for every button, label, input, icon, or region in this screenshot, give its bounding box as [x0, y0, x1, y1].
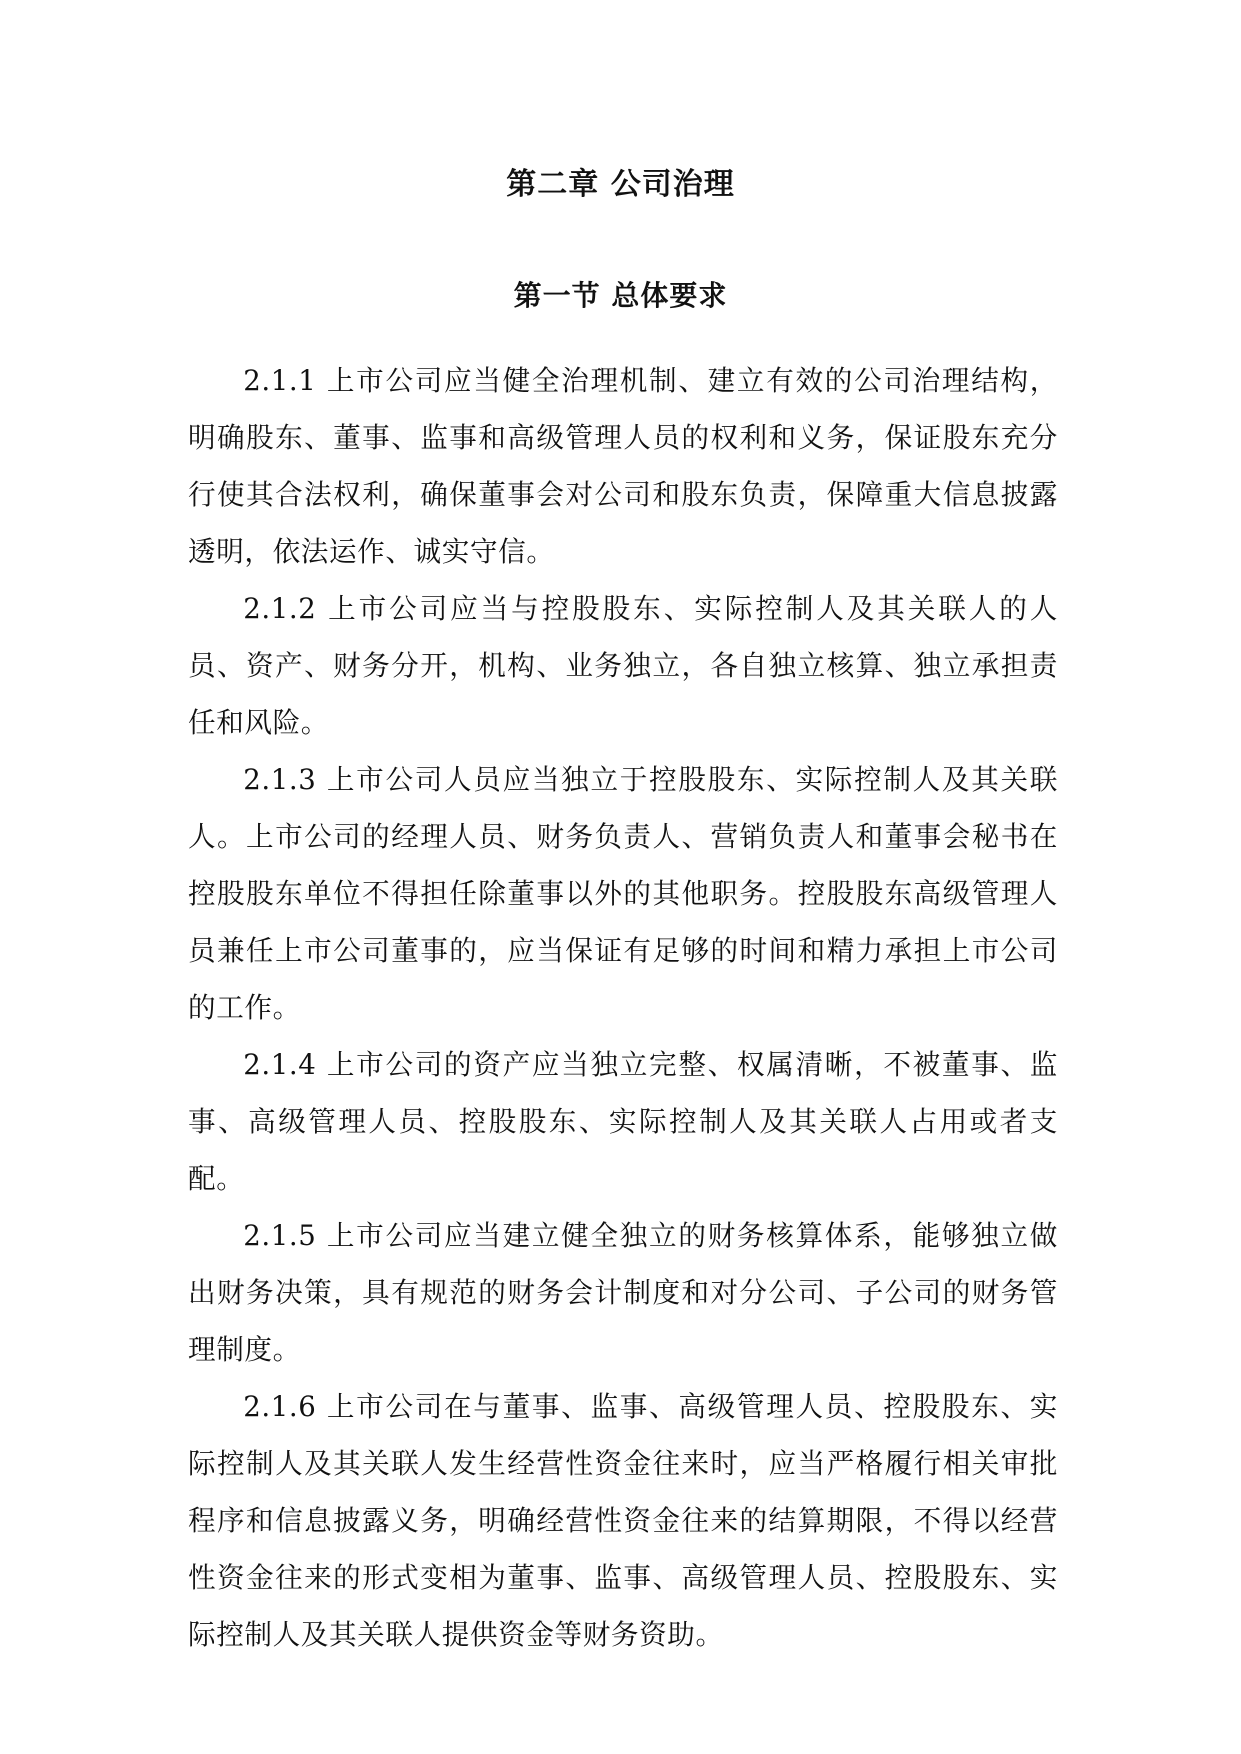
paragraph-2-1-6: 2.1.6 上市公司在与董事、监事、高级管理人员、控股股东、实际控制人及其关联人发生经营性资金往来时，应当严格履行相关审批程序和信息披露义务，明确经营性资金往来的结算期限，不得以经营性资金往来的形式变相为董事、监事、高级管理人员、控股股东、实际控制人及其关联人提供资金等财务资助。 [188, 1390, 1058, 1651]
paragraph-2-1-3: 2.1.3 上市公司人员应当独立于控股股东、实际控制人及其关联人。上市公司的经理人员、财务负责人、营销负责人和董事会秘书在控股股东单位不得担任除董事以外的其他职务。控股股东高级管理人员兼任上市公司董事的，应当保证有足够的时间和精力承担上市公司的工作。 [188, 763, 1058, 1024]
paragraph-2-1-1: 2.1.1 上市公司应当健全治理机制、建立有效的公司治理结构，明确股东、董事、监事和高级管理人员的权利和义务，保证股东充分行使其合法权利，确保董事会对公司和股东负责，保障重大信息披露透明，依法运作、诚实守信。 [188, 364, 1058, 568]
paragraph-2-1-4: 2.1.4 上市公司的资产应当独立完整、权属清晰，不被董事、监事、高级管理人员、控股股东、实际控制人及其关联人占用或者支配。 [188, 1048, 1058, 1195]
document-body [188, 352, 1058, 1663]
paragraph-2-1-5: 2.1.5 上市公司应当建立健全独立的财务核算体系，能够独立做出财务决策，具有规范的财务会计制度和对分公司、子公司的财务管理制度。 [188, 1219, 1058, 1366]
paragraph-2-1-2: 2.1.2 上市公司应当与控股股东、实际控制人及其关联人的人员、资产、财务分开，机构、业务独立，各自独立核算、独立承担责任和风险。 [188, 592, 1058, 739]
chapter-title: 第二章 公司治理 [506, 167, 735, 202]
section-title: 第一节 总体要求 [513, 279, 728, 312]
